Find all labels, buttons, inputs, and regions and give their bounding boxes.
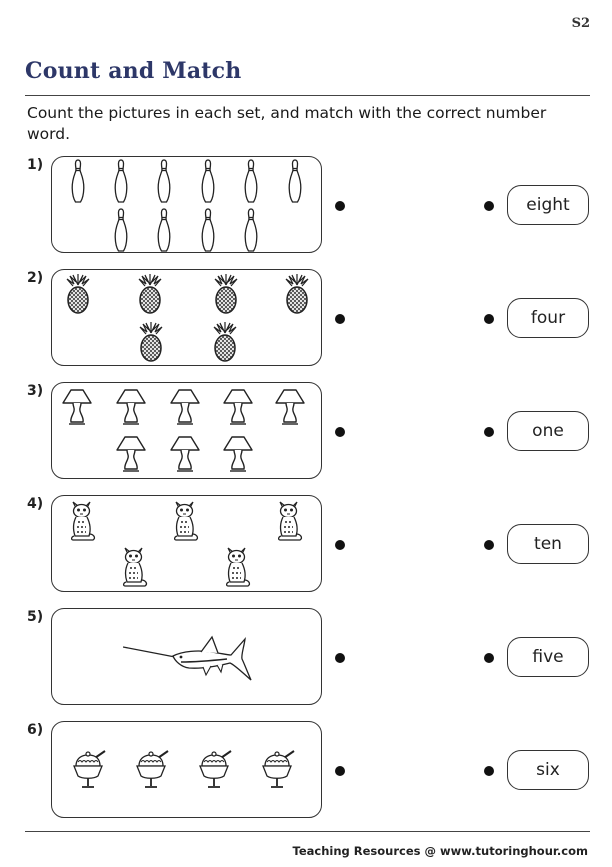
bowling-pin-icon [244,159,258,203]
swordfish-icon [123,625,253,685]
picture-box-2 [51,269,322,366]
page-title: Count and Match [25,58,242,84]
lamp-icon [116,435,146,473]
question-number-5: 5) [27,609,44,625]
picture-box-6 [51,721,322,818]
pineapple-icon [136,273,164,315]
picture-match-dot-5[interactable] [335,653,345,663]
word-match-dot-1[interactable] [484,201,494,211]
lamp-icon [275,388,305,426]
ice-cream-sundae-icon [72,750,106,790]
pineapple-icon [137,321,165,363]
picture-match-dot-2[interactable] [335,314,345,324]
number-word-box-1[interactable]: eight [507,185,589,225]
cat-icon [170,498,200,542]
picture-box-5 [51,608,322,705]
word-match-dot-6[interactable] [484,766,494,776]
cat-icon [67,498,97,542]
bowling-pin-icon [201,159,215,203]
question-number-1: 1) [27,157,44,173]
cat-icon [119,544,149,588]
word-match-dot-3[interactable] [484,427,494,437]
picture-match-dot-1[interactable] [335,201,345,211]
word-match-dot-5[interactable] [484,653,494,663]
bowling-pin-icon [157,159,171,203]
number-word-box-3[interactable]: one [507,411,589,451]
ice-cream-sundae-icon [261,750,295,790]
question-number-6: 6) [27,722,44,738]
number-word-box-6[interactable]: six [507,750,589,790]
lamp-icon [170,388,200,426]
pineapple-icon [283,273,311,315]
picture-match-dot-4[interactable] [335,540,345,550]
picture-match-dot-3[interactable] [335,427,345,437]
ice-cream-sundae-icon [198,750,232,790]
footer-credit: Teaching Resources @ www.tutoringhour.com [292,844,588,858]
bowling-pin-icon [201,208,215,252]
word-match-dot-4[interactable] [484,540,494,550]
footer-divider [25,831,590,832]
title-divider [25,95,590,96]
number-word-box-2[interactable]: four [507,298,589,338]
bowling-pin-icon [157,208,171,252]
instructions: Count the pictures in each set, and match with the correct number word. [27,104,547,143]
bowling-pin-icon [288,159,302,203]
picture-box-1 [51,156,322,253]
bowling-pin-icon [114,159,128,203]
question-number-2: 2) [27,270,44,286]
bowling-pin-icon [244,208,258,252]
lamp-icon [116,388,146,426]
bowling-pin-icon [114,208,128,252]
number-word-box-5[interactable]: five [507,637,589,677]
picture-box-3 [51,382,322,479]
ice-cream-sundae-icon [135,750,169,790]
question-number-3: 3) [27,383,44,399]
picture-box-4 [51,495,322,592]
lamp-icon [223,435,253,473]
bowling-pin-icon [71,159,85,203]
pineapple-icon [212,273,240,315]
word-match-dot-2[interactable] [484,314,494,324]
lamp-icon [170,435,200,473]
lamp-icon [223,388,253,426]
pineapple-icon [211,321,239,363]
picture-match-dot-6[interactable] [335,766,345,776]
cat-icon [274,498,304,542]
question-number-4: 4) [27,496,44,512]
pineapple-icon [64,273,92,315]
lamp-icon [62,388,92,426]
cat-icon [222,544,252,588]
worksheet-code: S2 [571,16,590,31]
number-word-box-4[interactable]: ten [507,524,589,564]
